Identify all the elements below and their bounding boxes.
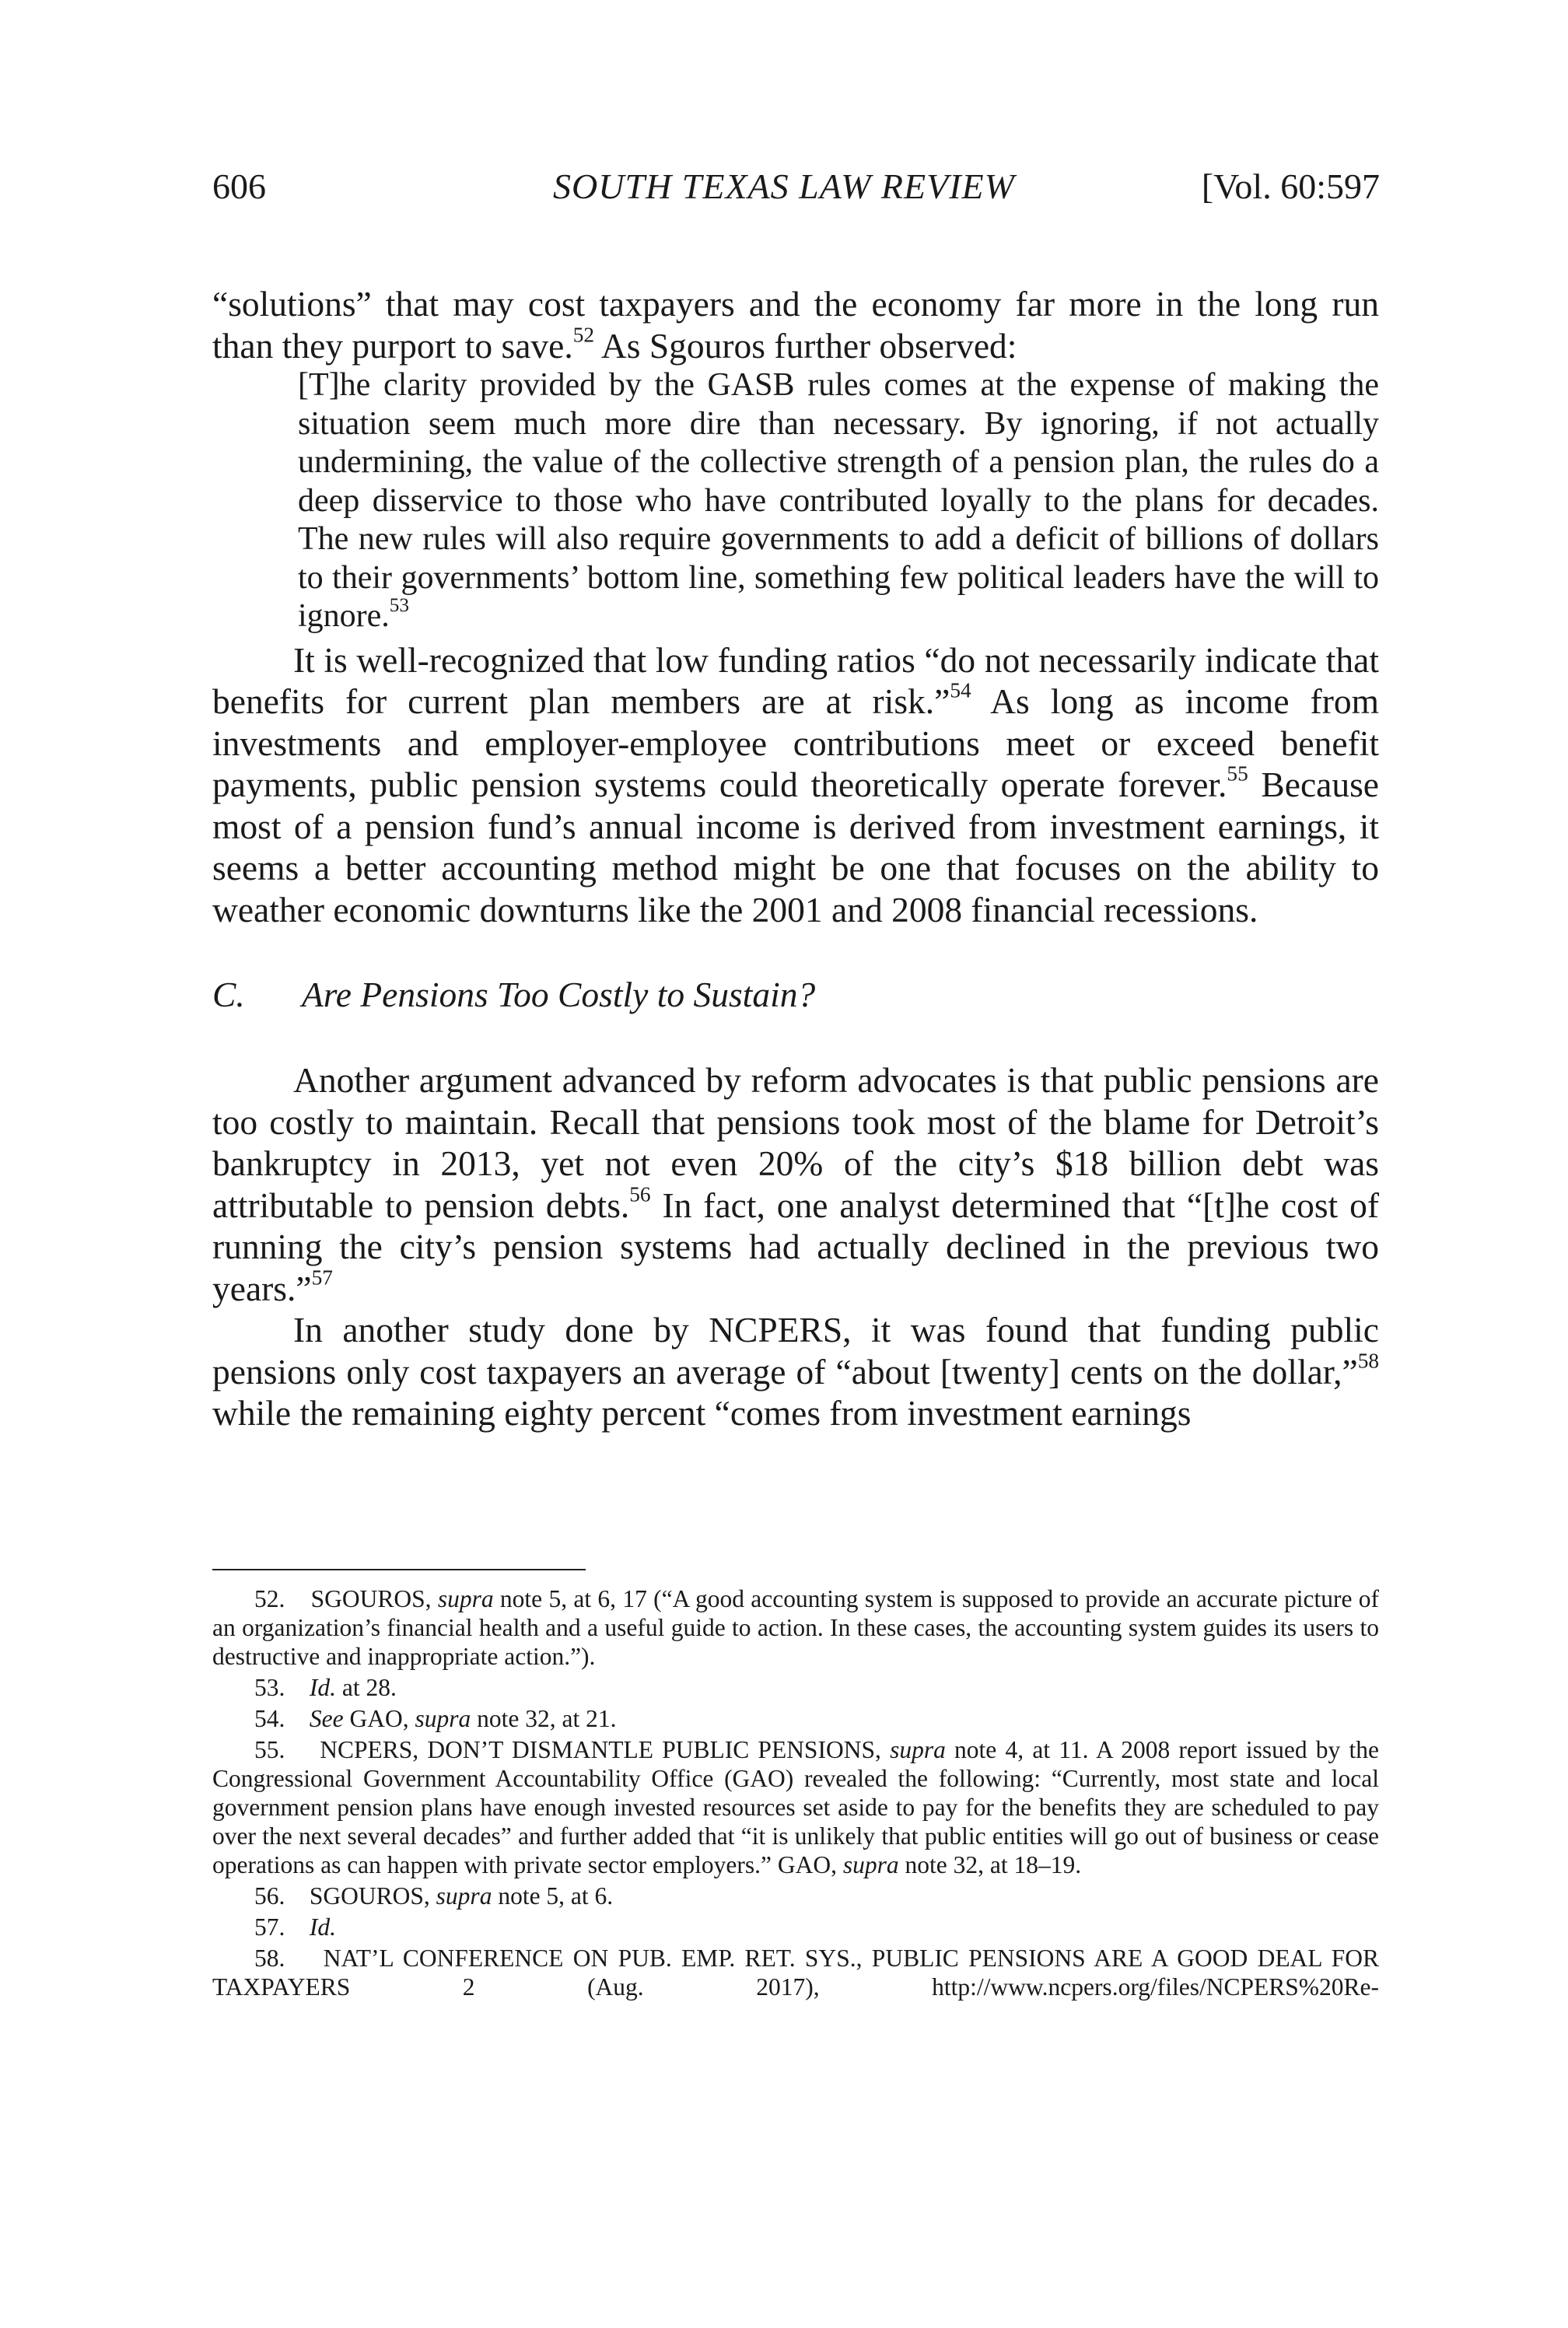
volume-citation: [Vol. 60:597 bbox=[1201, 166, 1380, 206]
main-text bbox=[212, 283, 1379, 1434]
footnote-ref-54[interactable]: 54 bbox=[950, 678, 971, 702]
footnote-58: 58. NAT’L CONFERENCE ON PUB. EMP. RET. SYS., PUBLIC PENSIONS ARE A GOOD DEAL FOR TAXPAYERS 2 (Aug. 2017), http://www.ncpers.org/files/NCPERS%20Re- bbox=[212, 1945, 1379, 2001]
footnote-ref-52[interactable]: 52 bbox=[572, 323, 595, 347]
page-number: 606 bbox=[212, 166, 266, 206]
footnote-55: 55. NCPERS, DON’T DISMANTLE PUBLIC PENSIONS, supra note 4, at 11. A 2008 report issued by the Congressional Government Accountability Office (GAO) revealed the following: “Currently, most state and local government pension plans have enough invested resources set aside to pay for the benefits they are scheduled to pay over the next several decades” and further added that “it is unlikely that public entities will go out of business or cease operations as can happen with private sector employers.” GAO, supra note 32, at 18–19. bbox=[212, 1736, 1380, 1878]
footnote-ref-53[interactable]: 53 bbox=[389, 595, 409, 617]
footnote-58-link[interactable]: 2 (Aug. 2017), http://www.ncpers.org/files/NCPERS%20Re- bbox=[350, 1973, 1379, 2001]
paragraph-2: It is well-recognized that low funding ratios “do not necessarily indicate that benefits for current plan members are at risk.”$^{54}$ As long as income from investments and employer-employee contributions meet or exceed benefit payments, public pension systems could theoretically operate forever.$^{55}$ Because most of a pension fund’s annual income is derived from investment earnings, it seems a better accounting method might be one that focuses on the ability to weather economic downturns like the 2001 and 2008 financial recessions. bbox=[212, 639, 1379, 929]
footnote-ref-57[interactable]: 57 bbox=[311, 1266, 333, 1290]
section-letter: C. bbox=[212, 975, 245, 1014]
footnote-57: 57. Id. bbox=[254, 1913, 336, 1941]
paragraph-3: Another argument advanced by reform advocates is that public pensions are too costly to maintain. Recall that pensions took most of the blame for Detroit’s bankruptcy in 2013, yet not even 20% of the city’s $18 billion debt was attributable to pension debts.$^{56}$ In fact, one analyst determined that “[t]he cost of running the city’s pension systems had actually declined in the previous two years.”$^{57}$ bbox=[212, 1060, 1379, 1308]
footnote-54: 54. See GAO, supra note 32, at 21. bbox=[254, 1705, 617, 1732]
footnote-ref-55[interactable]: 55 bbox=[1227, 761, 1248, 786]
footnote-ref-58[interactable]: 58 bbox=[1357, 1349, 1379, 1373]
block-quote: [T]he clarity provided by the GASB rules comes at the expense of making the situation seem much more dire than necessary. By ignoring, if not actually undermining, the value of the collective strength of a pension plan, the rules do a deep disservice to those who have contributed loyally to the plans for decades. The new rules will also require governments to add a deficit of billions of dollars to their governments’ bottom line, something few political leaders have the will to ignore.$^{53}$ bbox=[298, 367, 1379, 634]
running-header-journal-title: SOUTH TEXAS LAW REVIEW bbox=[553, 166, 1015, 206]
footnote-52: 52. SGOUROS, supra note 5, at 6, 17 (“A good accounting system is supposed to provide an accurate picture of an organization’s financial health and a useful guide to action. In these cases, the accounting system guides its users to destructive and inappropriate action.”). bbox=[212, 1585, 1380, 1670]
section-title: Are Pensions Too Costly to Sustain? bbox=[302, 975, 816, 1014]
footnote-56: 56. SGOUROS, supra note 5, at 6. bbox=[254, 1882, 614, 1910]
footnote-ref-56[interactable]: 56 bbox=[629, 1182, 651, 1206]
paragraph-1: “solutions” that may cost taxpayers and the economy far more in the long run than they purport to save.$^{52}$ As Sgouros further observed: bbox=[212, 284, 1379, 366]
footnotes bbox=[212, 1584, 1379, 2004]
footnote-53: 53. Id. at 28. bbox=[254, 1674, 397, 1701]
paragraph-4: In another study done by NCPERS, it was found that funding public pensions only cost taxpayers an average of “about [twenty] cents on the dollar,”$^{58}$ while the remaining eighty percent “comes from investment earnings bbox=[212, 1310, 1379, 1433]
section-heading bbox=[212, 974, 1379, 1016]
footnote-divider bbox=[212, 1569, 586, 1570]
